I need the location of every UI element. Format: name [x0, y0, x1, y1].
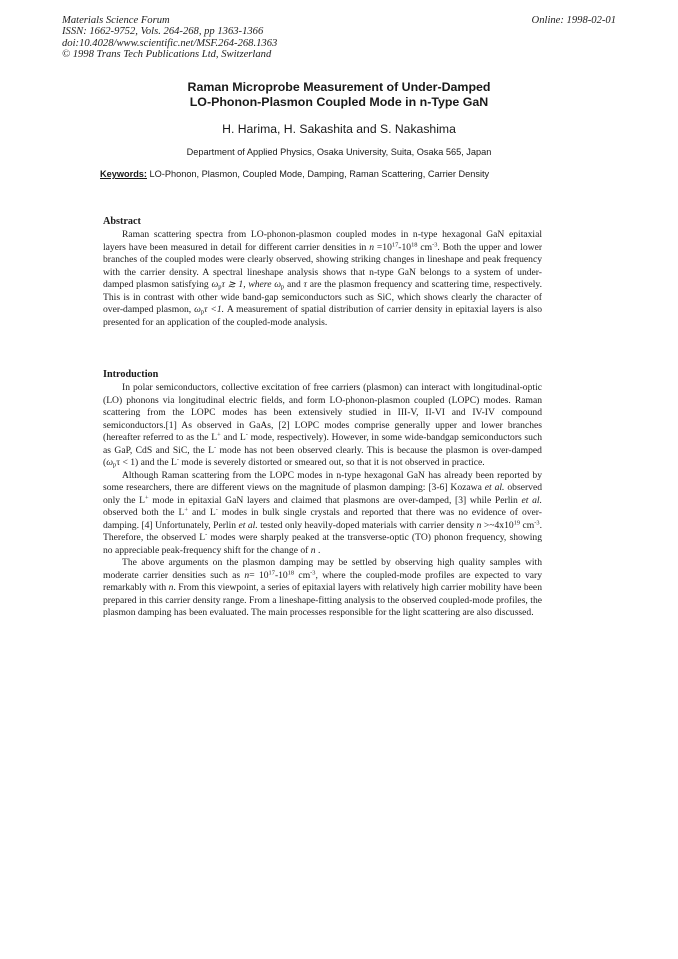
abstract-paragraph: Raman scattering spectra from LO-phonon-plasmon coupled modes in n-type hexagonal GaN epitaxial layers have been measured in detail for different carrier densities in $n =10^{17}-10^{18}$ $cm^{-3}$. Both the upper and lower branches of the coupled modes were clearly observed, showing striking changes in lineshape and peak frequency with the carrier density. A spectral lineshape analysis shows that n-type GaN belongs to a system of under-damped plasmon satisfying $\omega_p\tau$ ≳ 1, where $\omega_p$ and τ are the plasmon frequency and scattering time, respectively. This is in contrast with other wide band-gap semiconductors such as SiC, which shows clearly the character of over-damped plasmon, $\omega_p\tau <1$. A measurement of spatial distribution of carrier density in epitaxial layers is also presented for an application of the coupled-mode analysis.	[103, 229, 543, 328]
copyright-line: © 1998 Trans Tech Publications Ltd, Switzerland	[62, 49, 272, 61]
keywords-list: LO-Phonon, Plasmon, Coupled Mode, Damping, Raman Scattering, Carrier Density	[149, 169, 490, 179]
keywords-label: Keywords:	[100, 169, 147, 179]
abstract-body	[103, 229, 542, 329]
intro-paragraph-1: In polar semiconductors, collective excitation of free carriers (plasmon) can interact with longitudinal-optic (LO) phonons via longitudinal electric fields, and form LO-phonon-plasmon coupled (LOPC) modes. Raman scattering from the LOPC modes has been extensively studied in III-V, II-VI and IV-IV compound semiconductors.[1] As observed in GaAs, [2] LOPC modes comprise generally upper and lower branches (hereafter referred to as the L+ and L- mode, respectively). However, in some wide-bandgap semiconductors such as GaP, CdS and SiC, the L- mode has not been observed clearly. This is because the plasmon is over-damped $(\omega_p\tau < 1)$ and the L- mode is severely distorted or smeared out, so that it is not observed in practice.	[103, 382, 543, 469]
doi-line[interactable]: doi:10.4028/www.scientific.net/MSF.264-268.1363	[62, 37, 278, 49]
title-line-1: Raman Microprobe Measurement of Under-Damped	[187, 80, 491, 94]
keywords-line	[100, 169, 560, 179]
intro-paragraph-3: The above arguments on the plasmon damping may be settled by observing high quality samples with moderate carrier densities such as $n= 10^{17}-10^{18}$ $cm^{-3}$, where the coupled-mode profiles are expected to vary remarkably with n. From this viewpoint, a series of epitaxial layers with relatively high carrier mobility have been prepared in this carrier density range. From a lineshape-fitting analysis to the observed coupled-mode profiles, the plasmon damping has been evaluated. The main processes responsible for the light scattering are also discussed.	[103, 557, 543, 618]
intro-paragraph-2: Although Raman scattering from the LOPC modes in n-type hexagonal GaN has already been reported by some researchers, there are different views on the magnitude of plasmon damping: [3-6] Kozawa et al. observed only the L+ mode in epitaxial GaN layers and claimed that plasmons are over-damped, [3] while Perlin et al. observed both the L+ and L- modes in bulk single crystals and reported that there was no evidence of over-damping. [4] Unfortunately, Perlin et al. tested only heavily-doped materials with carrier density $n >\sim 4x10^{19}$ $cm^{-3}$. Therefore, the observed L- modes were sharply peaked at the transverse-optic (TO) phonon frequency, showing no appreciable peak-frequency shift for the change of n .	[103, 469, 543, 556]
title-line-2: LO-Phonon-Plasmon Coupled Mode in n-Type GaN	[189, 94, 489, 109]
abstract-heading: Abstract	[103, 216, 141, 227]
introduction-body	[103, 382, 542, 620]
journal-name: Materials Science Forum	[62, 15, 170, 26]
online-date: Online: 1998-02-01	[531, 15, 616, 26]
issn-line: ISSN: 1662-9752, Vols. 264-268, pp 1363-1366	[62, 26, 264, 38]
affiliation: Department of Applied Physics, Osaka University, Suita, Osaka 565, Japan	[186, 147, 492, 157]
authors: H. Harima, H. Sakashita and S. Nakashima	[222, 122, 456, 136]
introduction-heading: Introduction	[103, 369, 159, 380]
paper-title	[0, 80, 678, 109]
